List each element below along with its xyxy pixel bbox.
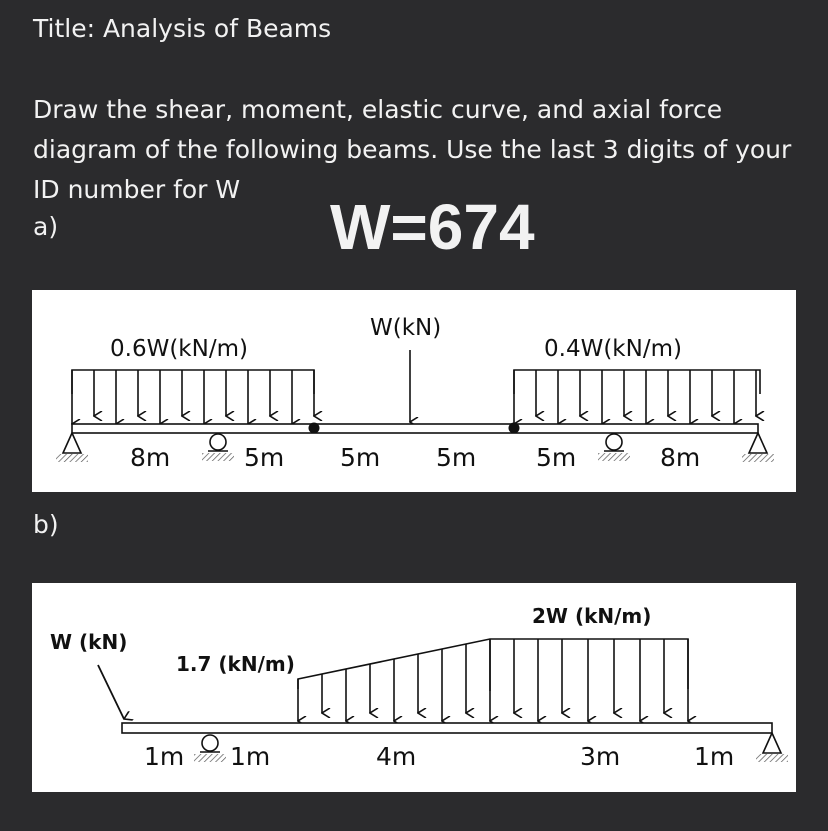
- span-label: 8m: [130, 443, 171, 472]
- part-a-label: a): [33, 212, 59, 241]
- label-right-udl: 0.4W(kN/m): [544, 336, 682, 362]
- left-udl-arrows: [72, 370, 314, 424]
- beam-b: [122, 723, 772, 733]
- span-label: 5m: [536, 443, 577, 472]
- label-left-udl: 0.6W(kN/m): [110, 336, 248, 362]
- beam-a-diagram: [32, 290, 796, 492]
- problem-statement: Draw the shear, moment, elastic curve, and axial force diagram of the following beams. Use the last 3 digits of your ID number for W: [33, 95, 792, 204]
- hinge-right: [509, 423, 520, 434]
- beam-a: [72, 424, 758, 433]
- beam-b-diagram: [32, 583, 796, 792]
- hinge-left: [309, 423, 320, 434]
- span-label: 4m: [376, 742, 417, 771]
- label-udl: 2W (kN/m): [532, 604, 652, 628]
- span-label: 1m: [694, 742, 735, 771]
- label-point-load: W (kN): [50, 630, 128, 654]
- right-udl-arrows: [514, 370, 760, 424]
- distributed-load-arrows: [298, 639, 688, 721]
- pin-support: [756, 733, 788, 762]
- roller-support-left: [202, 434, 234, 461]
- span-label: 1m: [230, 742, 271, 771]
- span-label: 5m: [244, 443, 285, 472]
- inclined-load-arrow: [98, 665, 124, 719]
- roller-support: [194, 735, 226, 762]
- part-b-label: b): [33, 510, 59, 539]
- page-title: Title: Analysis of Beams: [33, 14, 332, 43]
- span-label: 5m: [340, 443, 381, 472]
- span-label: 3m: [580, 742, 621, 771]
- span-label: 5m: [436, 443, 477, 472]
- label-point-load: W(kN): [370, 315, 442, 341]
- span-label: 1m: [144, 742, 185, 771]
- span-label: 8m: [660, 443, 701, 472]
- label-ramp-start: 1.7 (kN/m): [176, 652, 295, 676]
- pin-support-left: [56, 433, 88, 462]
- w-value: W=674: [330, 191, 535, 263]
- roller-support-right: [598, 434, 630, 461]
- pin-support-right: [742, 433, 774, 462]
